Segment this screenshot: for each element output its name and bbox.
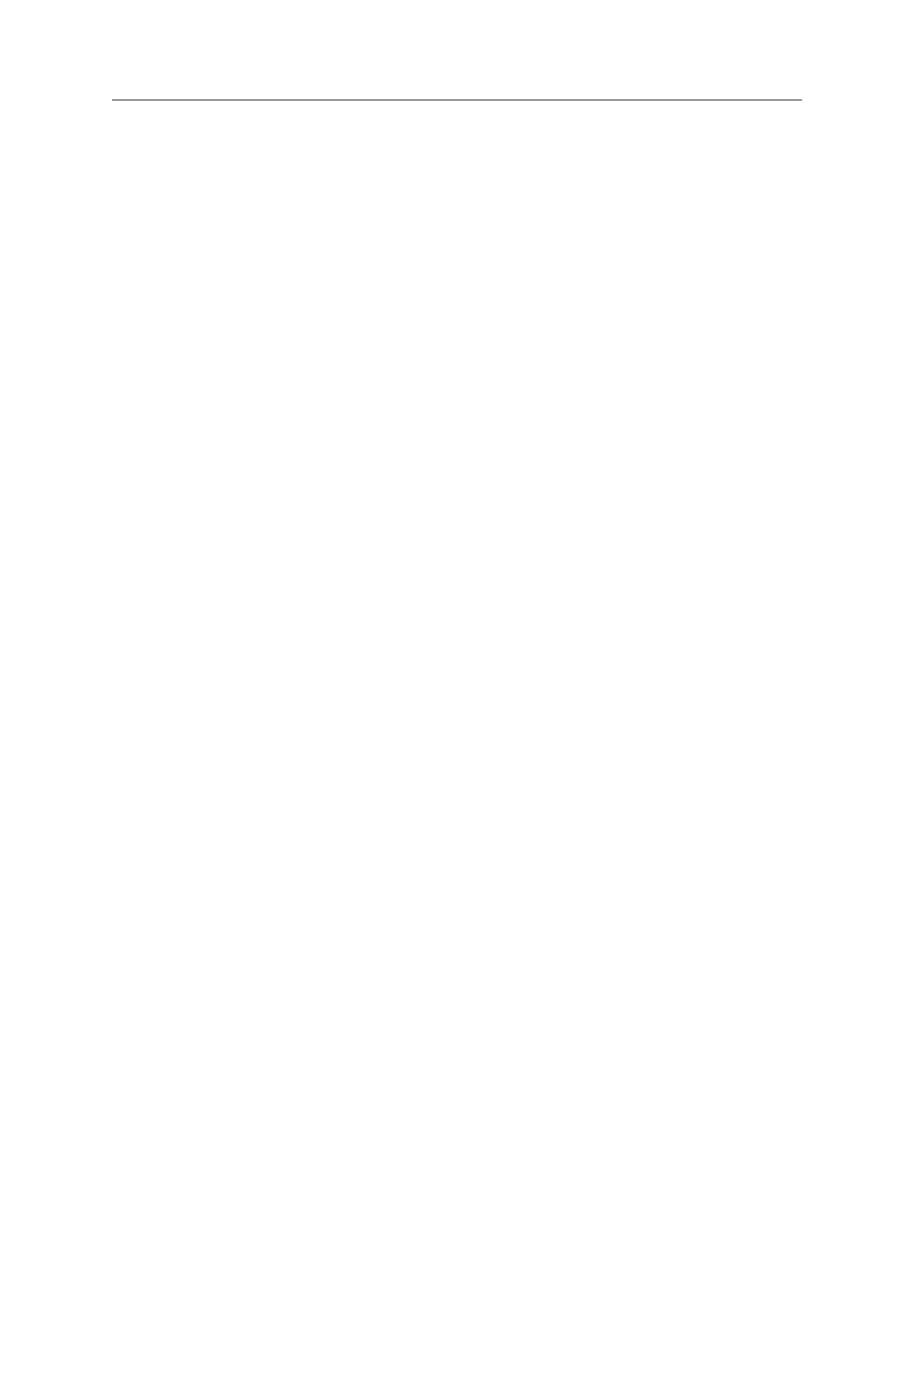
header-rule [112,99,802,101]
page-header [112,72,802,92]
